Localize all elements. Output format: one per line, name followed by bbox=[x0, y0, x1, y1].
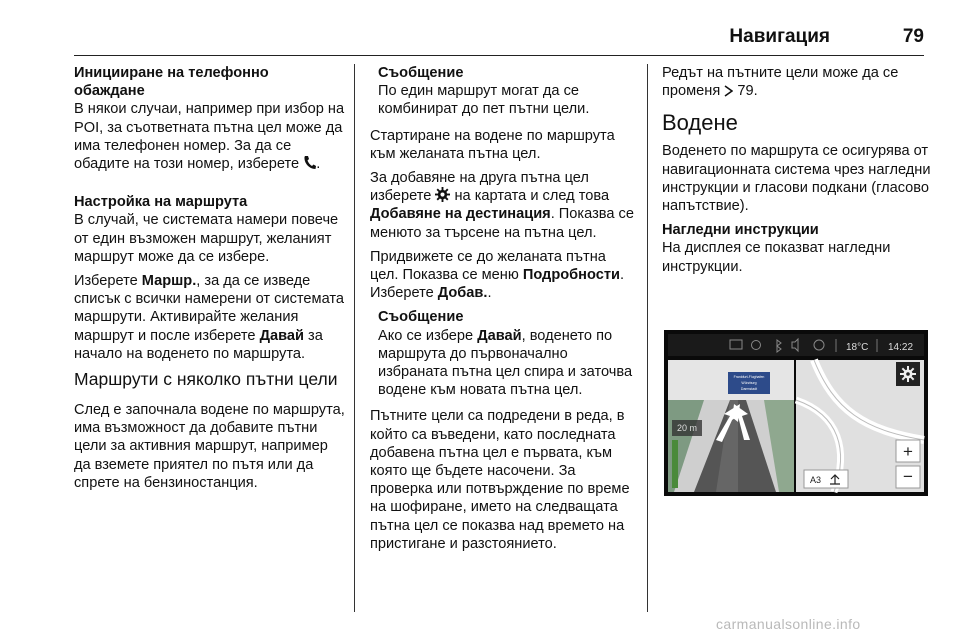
note-box-1 bbox=[370, 64, 638, 119]
heading-multi-destination: Маршрути с няколко пътни цели bbox=[74, 369, 338, 390]
distance-readout: 20 m bbox=[677, 423, 698, 433]
map-settings-gear-icon bbox=[900, 366, 916, 382]
page-section-title: Навигация bbox=[729, 26, 830, 47]
paragraph-start-guidance: Стартиране на водене по маршрута към желаната пътна цел. bbox=[370, 127, 615, 162]
paragraph-guidance: Воденето по маршрута се осигурява от навигационната система чрез нагледни инструкции и гласови подкани (гласово напътствие). bbox=[662, 143, 931, 215]
column-divider-2 bbox=[647, 64, 648, 612]
status-temperature: 18°C bbox=[846, 342, 869, 353]
watermark: carmanualsonline.info bbox=[716, 616, 861, 632]
heading-initiate-call: Иницииране на телефонно обаждане bbox=[74, 65, 269, 100]
note-box-2 bbox=[370, 308, 638, 399]
navigation-screen-graphic bbox=[664, 330, 928, 496]
column-divider-1 bbox=[354, 64, 355, 612]
page-header bbox=[0, 0, 960, 60]
sign-line-2: Würzburg bbox=[741, 381, 757, 385]
gear-icon bbox=[435, 187, 450, 202]
zoom-in-icon: + bbox=[903, 442, 913, 461]
paragraph-route-settings: В случай, че системата намери повече от един възможен маршрут, желаният маршрут може да се избере. bbox=[74, 212, 339, 265]
heading-visual-instructions: Нагледни инструкции bbox=[662, 222, 819, 239]
heading-guidance: Водене bbox=[662, 110, 738, 136]
phone-icon bbox=[303, 155, 316, 170]
sign-line-1: Frankfurt-Flughafen bbox=[733, 375, 765, 379]
note-heading: Съобщение bbox=[378, 309, 464, 326]
paragraph-visual-instructions: На дисплея се показват нагледни инструкции. bbox=[662, 240, 891, 275]
paragraph-navigate-to-destination: Придвижете се до желаната пътна цел. Показва се меню Подробности. Изберете Добав.. bbox=[370, 248, 624, 302]
road-label: A3 bbox=[810, 475, 822, 485]
note-heading: Съобщение bbox=[378, 65, 464, 81]
note-text: По един маршрут могат да се комбинират до пет пътни цели. bbox=[378, 83, 590, 118]
column-3 bbox=[662, 64, 932, 282]
header-divider bbox=[74, 55, 924, 56]
note-text: Ако се избере Давай, воденето по маршрута до първоначално избраната пътна цел спира и заточва водене към новата пътна цел. bbox=[378, 327, 633, 399]
reference-arrow-icon bbox=[724, 85, 733, 97]
navigation-screen-illustration bbox=[664, 330, 928, 496]
paragraph-initiate-call: В някои случаи, например при избор на POI, за съответната пътна цел може да има телефонен номер. За да се обадите на този номер, изберете . bbox=[74, 101, 345, 173]
column-1 bbox=[74, 64, 346, 498]
zoom-out-icon: − bbox=[903, 467, 913, 486]
paragraph-route-select: Изберете Маршр., за да се изведе списък с всички намерени от системата маршрути. Активирайте желания маршрут и после изберете Давай за начало на воденето по маршрута. bbox=[74, 273, 344, 362]
column-2 bbox=[370, 64, 638, 559]
paragraph-reorder: Редът на пътните цели може да се променя 79. bbox=[662, 65, 899, 100]
status-time: 14:22 bbox=[888, 342, 914, 353]
paragraph-destination-order: Пътните цели са подредени в реда, в който са въведени, като последната добавена пътна цел е първата, към която ще бъдете насочени. За проверка или потвърждение по време на шофиране, името на следващата пътна цел се показва над времето на пристигане и разстоянието. bbox=[370, 408, 630, 552]
paragraph-add-destination: За добавяне на друга пътна цел изберете на картата и след това Добавяне на дестинация. Показва се менюто за търсене на пътна цел. bbox=[370, 170, 634, 241]
page-number: 79 bbox=[902, 26, 924, 47]
sign-line-3: Darmstadt bbox=[740, 387, 758, 391]
paragraph-multi-destination: След е започнала водене по маршрута, има възможност да добавите пътни цели за активния маршрут, например да вземете приятел по пътя или да спрете на бензиностанция. bbox=[74, 402, 345, 491]
heading-route-settings: Настройка на маршрута bbox=[74, 194, 248, 211]
